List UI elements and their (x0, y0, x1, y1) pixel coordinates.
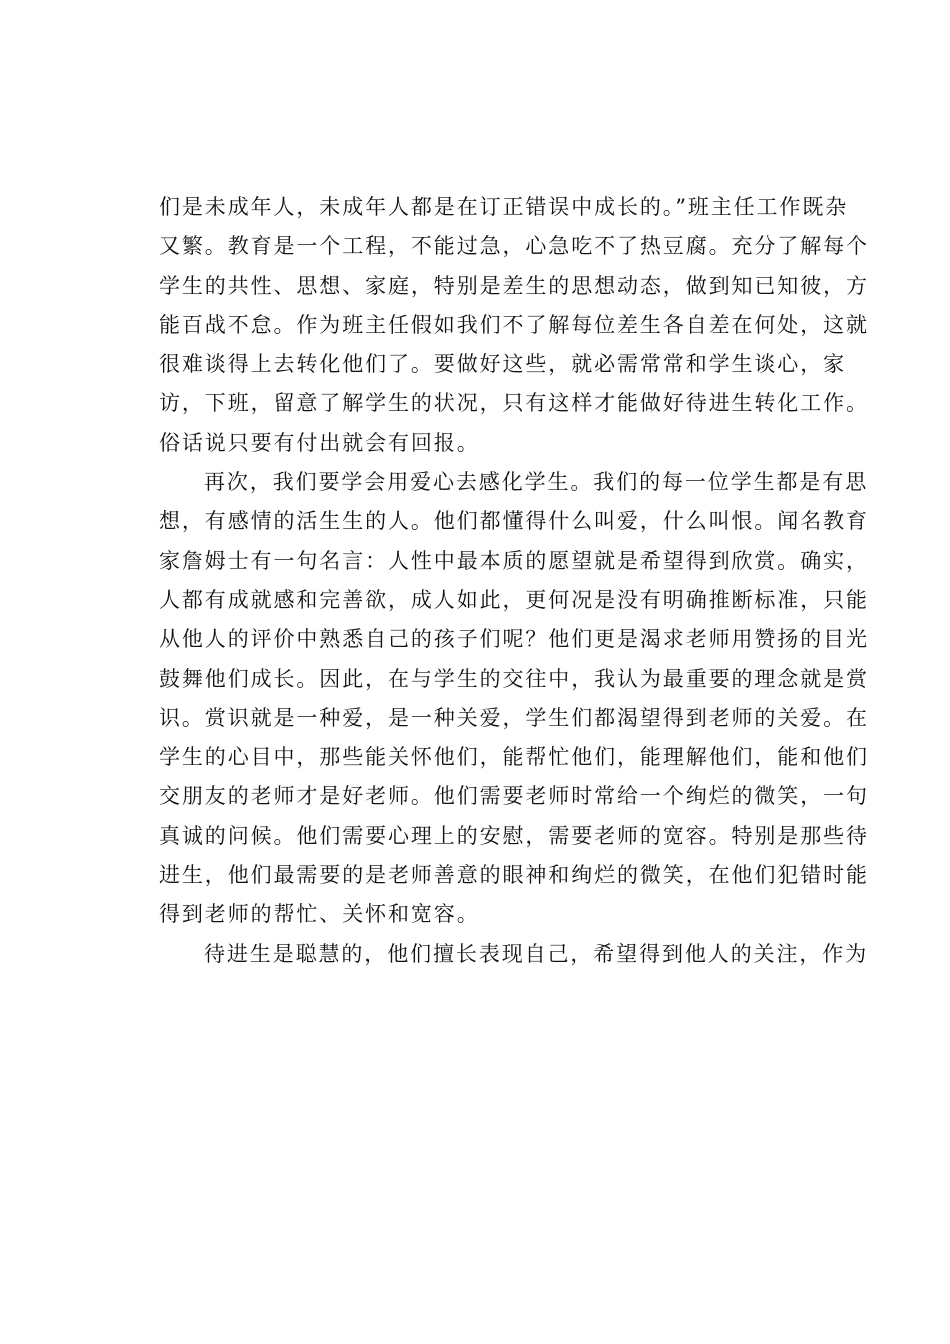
paragraph-1-line-2: 又繁。教育是一个工程，不能过急，心急吃不了热豆腐。充分了解每个 (159, 234, 869, 259)
paragraph-2-line-1: 再次，我们要学会用爱心去感化学生。我们的每一位学生都是有思 (204, 470, 869, 495)
paragraph-2-line-6: 鼓舞他们成长。因此，在与学生的交往中，我认为最重要的理念就是赏 (159, 666, 869, 691)
paragraph-1-line-7: 俗话说只要有付出就会有回报。 (159, 430, 480, 455)
paragraph-2-line-5: 从他人的评价中熟悉自己的孩子们呢？他们更是渴求老师用赞扬的目光 (159, 627, 869, 652)
paragraph-1-line-1: 们是未成年人，未成年人都是在订正错误中成长的。”班主任工作既杂 (159, 195, 849, 219)
paragraph-1-line-5: 很难谈得上去转化他们了。要做好这些，就必需常常和学生谈心，家 (159, 352, 846, 377)
paragraph-1-line-6: 访，下班，留意了解学生的状况，只有这样才能做好待进生转化工作。 (159, 391, 869, 416)
paragraph-2-line-8: 学生的心目中，那些能关怀他们，能帮忙他们，能理解他们，能和他们 (159, 745, 869, 770)
paragraph-1-line-4: 能百战不怠。作为班主任假如我们不了解每位差生各自差在何处，这就 (159, 312, 869, 337)
paragraph-3-line-1: 待进生是聪慧的，他们擅长表现自己，希望得到他人的关注，作为 (204, 941, 869, 966)
paragraph-2-line-4: 人都有成就感和完善欲，成人如此，更何况是没有明确推断标准，只能 (159, 587, 869, 612)
paragraph-1-line-3: 学生的共性、思想、家庭，特别是差生的思想动态，做到知已知彼，方 (159, 273, 869, 298)
paragraph-2-line-12: 得到老师的帮忙、关怀和宽容。 (159, 902, 480, 927)
body-text (159, 188, 869, 974)
paragraph-2-line-2: 想，有感情的活生生的人。他们都懂得什么叫爱，什么叫恨。闻名教育 (159, 509, 869, 534)
paragraph-2-line-11: 进生，他们最需要的是老师善意的眼神和绚烂的微笑，在他们犯错时能 (159, 863, 869, 888)
paragraph-2-line-7: 识。赏识就是一种爱，是一种关爱，学生们都渴望得到老师的关爱。在 (159, 705, 869, 730)
paragraph-2-line-9: 交朋友的老师才是好老师。他们需要老师时常给一个绚烂的微笑，一句 (159, 784, 869, 809)
paragraph-2-line-10: 真诚的问候。他们需要心理上的安慰，需要老师的宽容。特别是那些待 (159, 823, 869, 848)
paragraph-2-line-3: 家詹姆士有一句名言：人性中最本质的愿望就是希望得到欣赏。确实， (159, 548, 869, 573)
